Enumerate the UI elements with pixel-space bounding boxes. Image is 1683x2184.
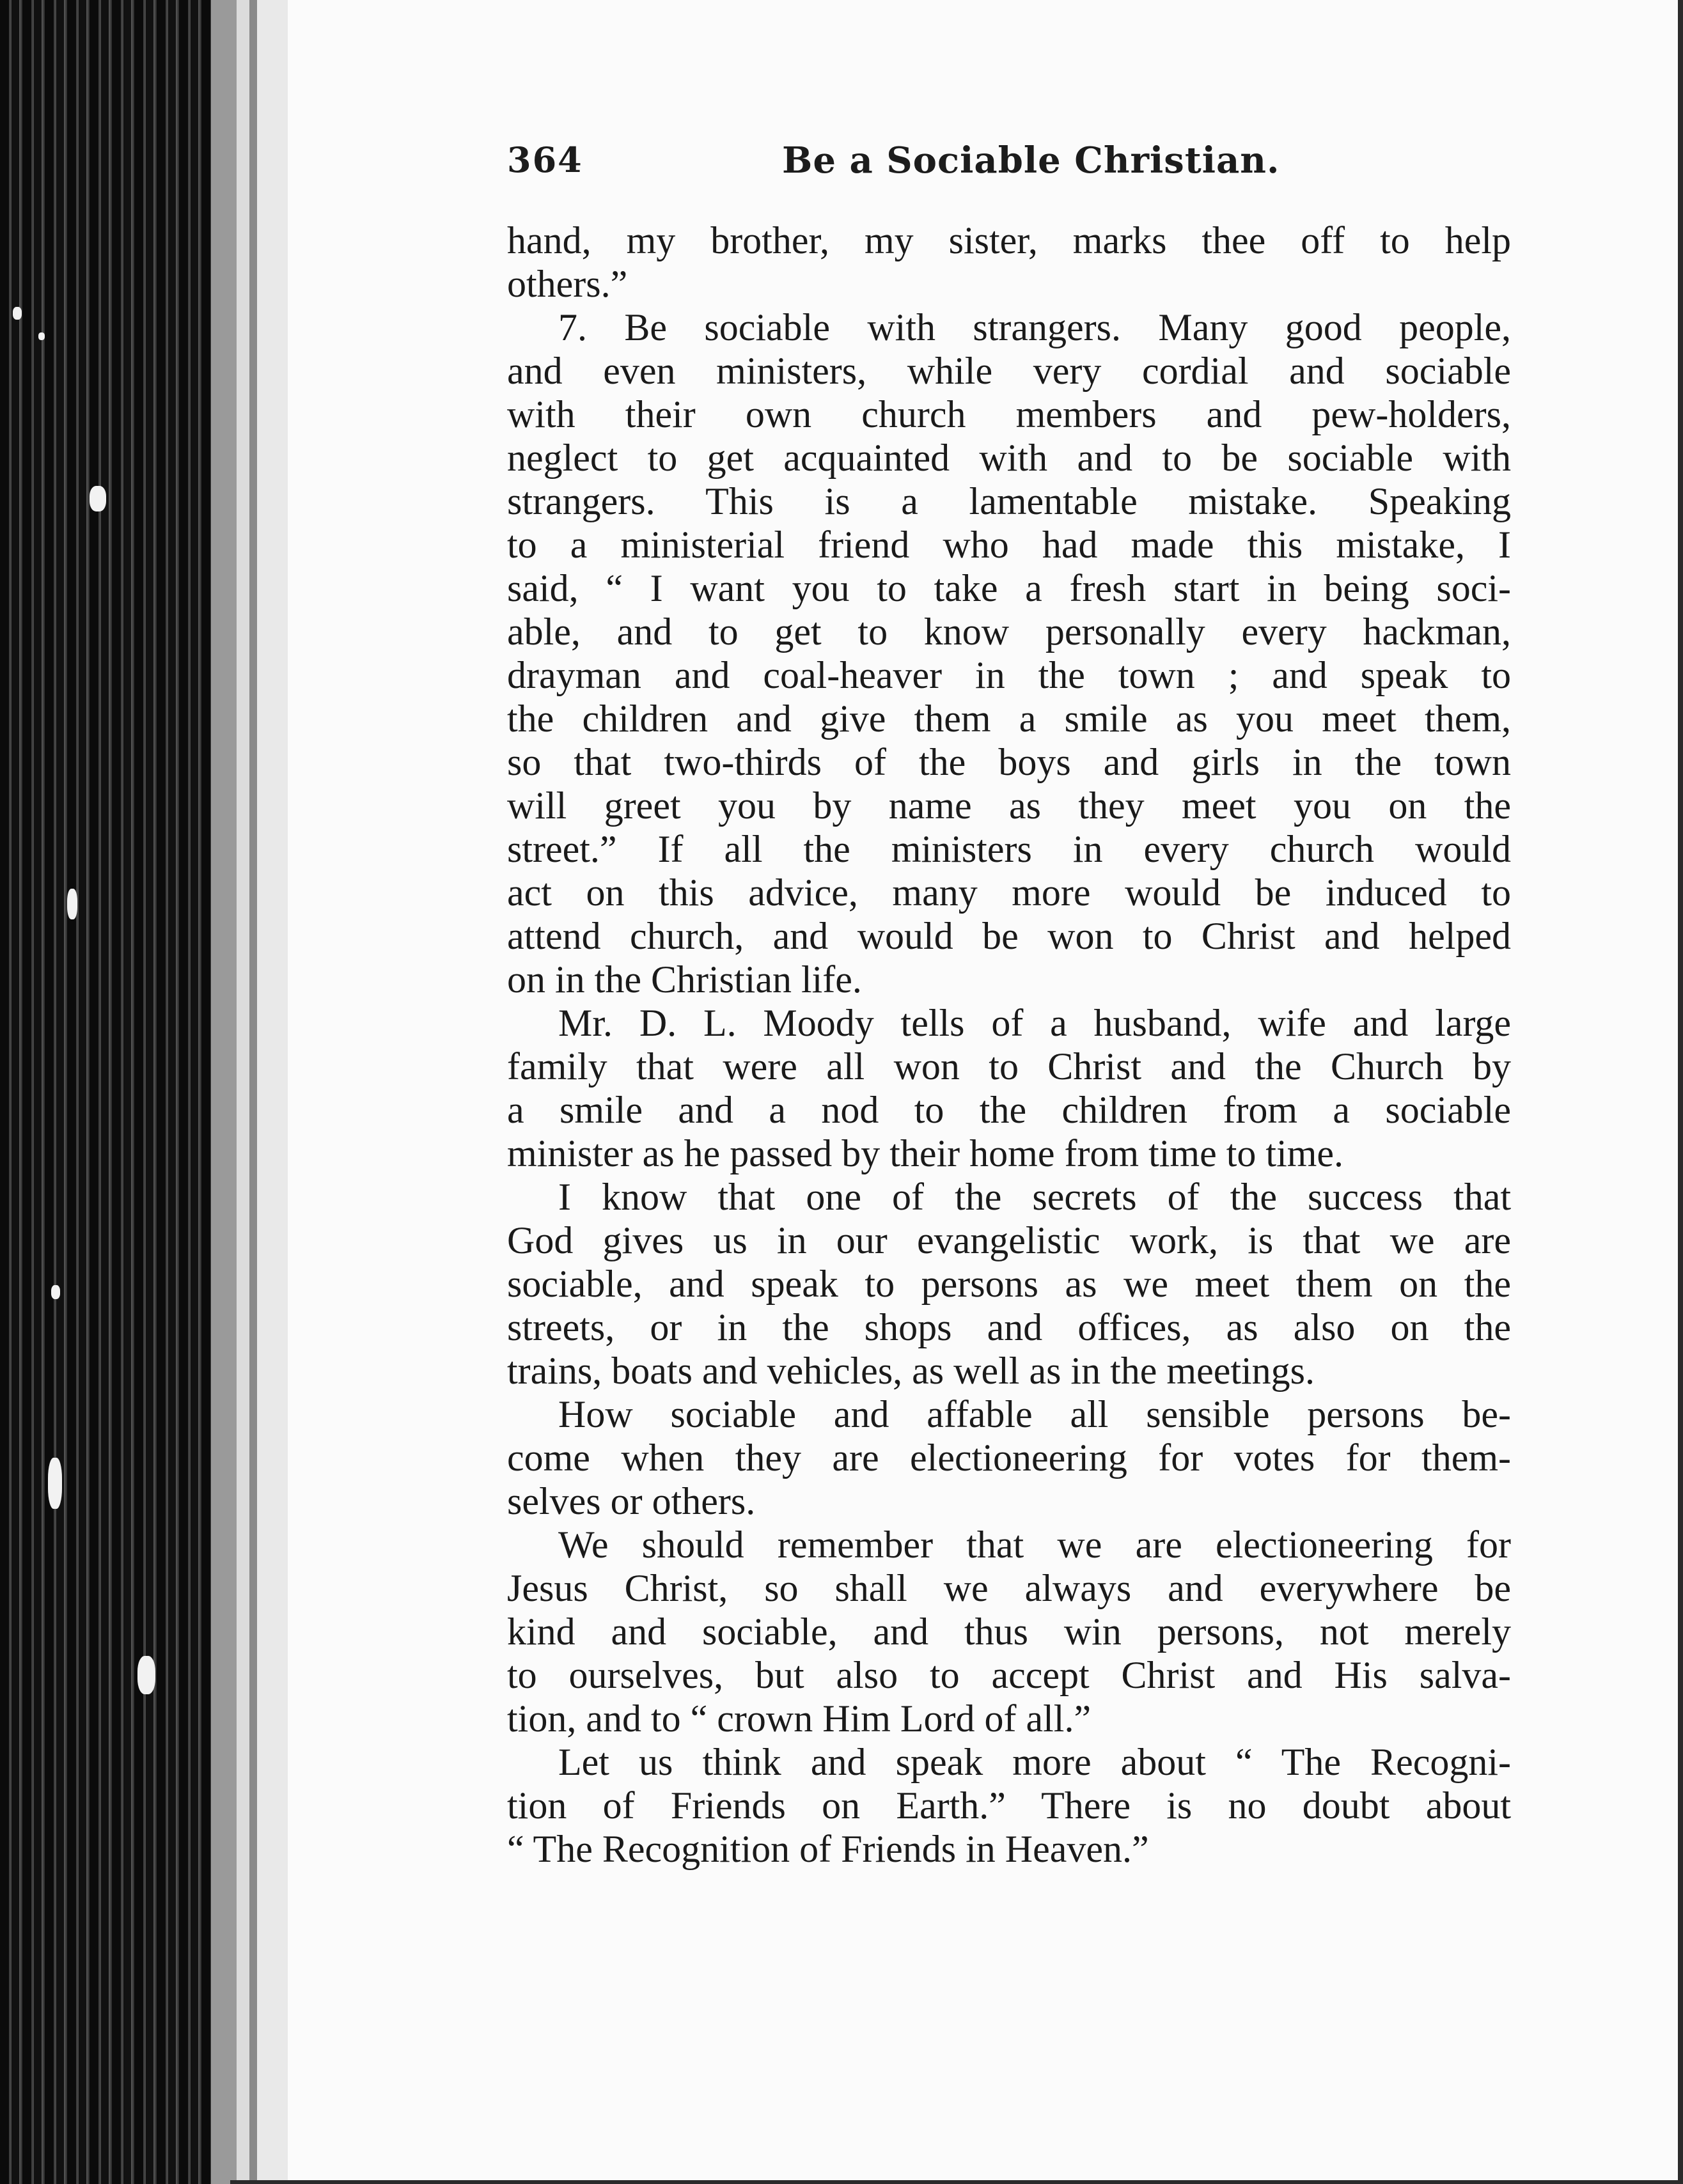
text-line: attend church, and would be won to Christ and helped [507, 915, 1511, 957]
scan-speck [67, 889, 77, 919]
scan-speck [38, 332, 45, 340]
book-page-edges [0, 0, 288, 2184]
scan-border-bottom [230, 2180, 1683, 2184]
text-line: “ The Recognition of Friends in Heaven.” [507, 1828, 1149, 1870]
text-line: neglect to get acquainted with and to be sociable with [507, 437, 1511, 479]
text-line: street.” If all the ministers in every church would [507, 828, 1511, 870]
page-number: 364 [507, 139, 583, 180]
text-line: tion, and to “ crown Him Lord of all.” [507, 1697, 1092, 1740]
text-line: How sociable and affable all sensible persons be- [558, 1393, 1511, 1435]
text-line: We should remember that we are electioneering for [558, 1524, 1511, 1566]
text-line: God gives us in our evangelistic work, is that we are [507, 1219, 1511, 1261]
text-line: Mr. D. L. Moody tells of a husband, wife and large [558, 1002, 1511, 1044]
text-line: family that were all won to Christ and the Church by [507, 1045, 1511, 1088]
text-line: others.” [507, 263, 628, 305]
text-line: on in the Christian life. [507, 958, 862, 1001]
text-line: Jesus Christ, so shall we always and everywhere be [507, 1567, 1511, 1609]
page-edge-band [249, 0, 257, 2184]
text-line: the children and give them a smile as you meet them, [507, 698, 1511, 740]
text-line: hand, my brother, my sister, marks thee off to help [507, 219, 1511, 261]
running-title: Be a Sociable Christian. [782, 139, 1280, 182]
text-line: tion of Friends on Earth.” There is no doubt about [507, 1784, 1511, 1827]
page-edge-band [257, 0, 288, 2184]
text-line: sociable, and speak to persons as we meet them on the [507, 1263, 1511, 1305]
text-line: will greet you by name as they meet you on the [507, 784, 1511, 827]
text-line: able, and to get to know personally every hackman, [507, 611, 1511, 653]
text-line: selves or others. [507, 1480, 756, 1522]
scan-speck [48, 1458, 62, 1509]
scan-speck [13, 307, 22, 320]
text-line: and even ministers, while very cordial and sociable [507, 350, 1511, 392]
text-line: I know that one of the secrets of the success that [558, 1176, 1511, 1218]
text-line: a smile and a nod to the children from a sociable [507, 1089, 1511, 1131]
text-line: with their own church members and pew-holders, [507, 393, 1511, 435]
body-text [507, 219, 1511, 1871]
text-line: come when they are electioneering for votes for them- [507, 1437, 1511, 1479]
scan-speck [90, 486, 106, 511]
page-edge-band [237, 0, 249, 2184]
scan-speck [137, 1656, 155, 1694]
text-line: Let us think and speak more about “ The Recogni- [558, 1741, 1511, 1783]
running-head [507, 139, 1517, 191]
text-line: 7. Be sociable with strangers. Many good people, [558, 306, 1511, 348]
text-line: minister as he passed by their home from time to time. [507, 1132, 1344, 1174]
text-line: trains, boats and vehicles, as well as in the meetings. [507, 1350, 1315, 1392]
text-line: streets, or in the shops and offices, as also on the [507, 1306, 1511, 1348]
text-line: to a ministerial friend who had made this mistake, I [507, 524, 1511, 566]
page-edge-band [211, 0, 237, 2184]
text-line: act on this advice, many more would be induced to [507, 871, 1511, 914]
text-line: strangers. This is a lamentable mistake. Speaking [507, 480, 1511, 522]
text-line: so that two-thirds of the boys and girls in the town [507, 741, 1511, 783]
scan-border-right [1678, 0, 1683, 2184]
scan-speck [51, 1285, 60, 1299]
text-line: kind and sociable, and thus win persons, not merely [507, 1611, 1511, 1653]
text-line: drayman and coal-heaver in the town ; and speak to [507, 654, 1511, 696]
text-line: said, “ I want you to take a fresh start in being soci- [507, 567, 1511, 609]
text-line: to ourselves, but also to accept Christ and His salva- [507, 1654, 1511, 1696]
